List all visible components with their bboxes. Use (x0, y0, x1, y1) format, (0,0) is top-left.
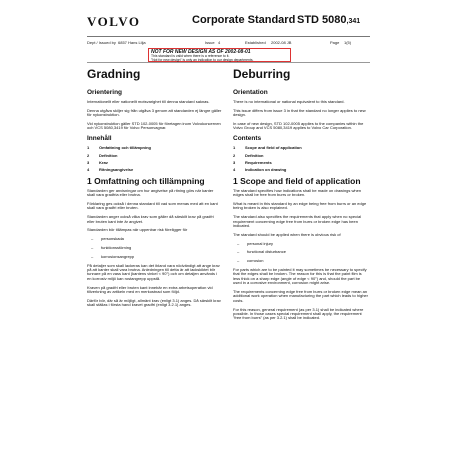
section-1-paragraph-2: What is meant in this standard by an edge being free from burrs or an edge being broken is also explained. (233, 201, 367, 211)
toc-number: 1 (87, 145, 90, 151)
section-1-paragraph-6: The requirements concerning edge free from burrs or broken edge mean an additional work operation when manufacturing the part which leads to higher costs. (233, 289, 368, 303)
orientering-paragraph-2: Denna utgåva skiljer sig från utgåva 3 genom att standarden ej längre gäller för nykonstruktion. (87, 107, 222, 118)
contents-heading: Contents (233, 135, 262, 143)
innehall-heading: Innehåll (87, 135, 112, 143)
section-1-paragraph-5: På detaljer som skall lackeras kan det ibland vara nödvändigt att ange krav på att kanter skall vara brutna. Anledningen till detta är att lackskiktet blir tunnare på en vass kant (kantens vinkel < 90°) och om detaljen används i en korrosiv miljö kan rostangrepp uppstå. (87, 262, 220, 281)
toc-title: Definition (245, 152, 264, 158)
meta-dept-label: Dept / Issued by (87, 40, 116, 45)
toc-number: 2 (233, 152, 236, 158)
section-1-paragraph-4: Standarden bör tillämpas när uppenbar risk föreligger för (87, 227, 188, 233)
list-dash: – (237, 240, 240, 246)
meta-page-value: 1(5) (344, 40, 352, 45)
section-1-paragraph-1: The standard specifies how indications shall be made on drawings when edges shall be free from burrs or broken. (233, 187, 362, 198)
toc-number: 1 (233, 145, 236, 151)
section-1-paragraph-7: For this reason, general requirement (as per 3.1) shall be indicated where possible. In those cases special requirement shall apply, the requirement "free from burrs" (as per 3.2.1) shall be indicated. (233, 306, 364, 321)
list-item (237, 242, 368, 246)
list-item (91, 246, 222, 250)
meta-established-value: 2002-08 JB (271, 40, 292, 45)
section-1-paragraph-2: Förklaring ges också i denna standard till vad som menas med att en kant skall vara gradfri eller bruten. (87, 201, 218, 211)
section-1-paragraph-3: Standarden anger också vilka krav som gäller då särskilt krav på gradfri eller bruten kant inte är angivet. (87, 214, 214, 224)
english-column (233, 68, 368, 325)
list-dash: – (91, 253, 94, 259)
meta-page-label: Page (330, 40, 340, 45)
notice-title: NOT FOR NEW DESIGN AS OF 2002-08-01 (151, 49, 251, 55)
toc-title: Definition (99, 152, 118, 158)
notice-rule (87, 62, 370, 63)
document-header (87, 14, 370, 28)
list-text: personskada (101, 236, 124, 242)
list-dash: – (237, 249, 240, 255)
list-dash: – (91, 245, 94, 251)
meta-dept-value: 6857 Hans Lilja (118, 40, 146, 45)
orientering-paragraph-1: Internationellt eller nationellt motsvarighet till denna standard saknas. (87, 99, 210, 104)
list-text: funktionsstörning (101, 245, 132, 251)
toc-number: 4 (233, 167, 236, 173)
toc-title: Indication on drawing (245, 167, 287, 173)
toc-title: Krav (99, 160, 108, 166)
orientation-paragraph-1: There is no international or national equivalent to this standard. (233, 99, 345, 104)
orientation-heading: Orientation (233, 89, 268, 96)
swedish-column (87, 68, 222, 312)
toc-title: Omfattning och tillämpning (99, 145, 151, 151)
toc-number: 3 (87, 160, 90, 166)
std-number-main: STD 5080 (297, 14, 347, 26)
toc-item (233, 146, 368, 150)
orientering-paragraph-3: Vid nykonstruktion gäller STD 102-0005 för företagen inom Volvokoncernen och VCS 5080,3419 för Volvo Personvagnar. (87, 121, 221, 131)
orientation-paragraph-3: In case of new design, STD 102-0005 applies to the companies within the Volvo Group and VCS 5080,3419 applies to Volvo Car Corporation. (233, 121, 364, 131)
section-1-paragraph-1: Standarden ger anvisningar om hur angivelse på ritning görs när kanter skall vara gradfria eller brutna. (87, 187, 214, 198)
doc-type: Corporate Standard (192, 14, 296, 26)
toc-item (87, 168, 222, 172)
list-dash: – (91, 236, 94, 242)
toc-item (87, 161, 222, 165)
swedish-title: Gradning (87, 67, 141, 81)
list-item (237, 259, 368, 263)
list-text: functional disturbance (247, 249, 286, 255)
list-item (91, 237, 222, 241)
section-1-paragraph-7: Därför bör, där så är möjligt, allmänt krav (enligt 3.1) anges. Då särskilt krav skall ställas i första hand kravet gradfri (enligt 3.2.1) anges. (87, 297, 221, 308)
toc-number: 3 (233, 160, 236, 166)
section-1-paragraph-6: Kraven på gradfri eller bruten kant innebär en extra arbetsoperation vid tillverkning av artikeln med en merkostnad som följd. (87, 284, 213, 295)
header-rule (87, 36, 370, 37)
notice-line-2: "Not for new design" is only an indication to our design departments. (151, 57, 254, 62)
section-1-paragraph-3: The standard also specifies the requirements that apply when no special requirement concerning edge free from burrs or broken edge has been indicated. (233, 214, 362, 229)
standard-number (297, 14, 360, 26)
toc-item (233, 168, 368, 172)
list-text: corrosion (247, 258, 264, 264)
section-1-heading: 1 Scope and field of application (233, 175, 361, 186)
volvo-logo: VOLVO (87, 14, 141, 29)
toc-number: 4 (87, 167, 90, 173)
meta-established-label: Established (245, 40, 266, 45)
meta-issue-label: Issue (205, 40, 215, 45)
toc-item (87, 146, 222, 150)
english-title: Deburring (233, 67, 291, 81)
list-item (237, 250, 368, 254)
list-text: korrosionsangrepp (101, 253, 135, 259)
orientation-paragraph-2: This issue differs from issue 3 in that the standard no longer applies to new design. (233, 107, 366, 118)
list-dash: – (237, 258, 240, 264)
toc-number: 2 (87, 152, 90, 158)
list-item (91, 255, 222, 259)
toc-title: Ritningsangivelse (99, 167, 134, 173)
section-1-paragraph-5: For parts which are to be painted it may sometimes be necessary to specify that the edges shall be broken. The reason for this is that the paint film is less thick on a sharp edge (angle of edge < 90°) and, should the part be used in a corrosive environment, corrosion might arise. (233, 267, 367, 286)
not-for-new-design-notice (148, 48, 291, 62)
section-1-paragraph-4: The standard should be applied when there is obvious risk of (233, 231, 341, 237)
toc-item (233, 161, 368, 165)
section-1-heading: 1 Omfattning och tillämpning (87, 175, 205, 186)
toc-item (87, 154, 222, 158)
list-text: personal injury (247, 240, 274, 246)
orientering-heading: Orientering (87, 89, 123, 96)
notice-line-1: This standard is valid when there is a reference to it. (151, 54, 230, 58)
std-number-suffix: ,341 (346, 18, 361, 25)
meta-issue-value: 4 (218, 40, 221, 45)
toc-title: Requirements (245, 160, 272, 166)
toc-title: Scope and field of application (245, 145, 302, 151)
toc-item (233, 154, 368, 158)
